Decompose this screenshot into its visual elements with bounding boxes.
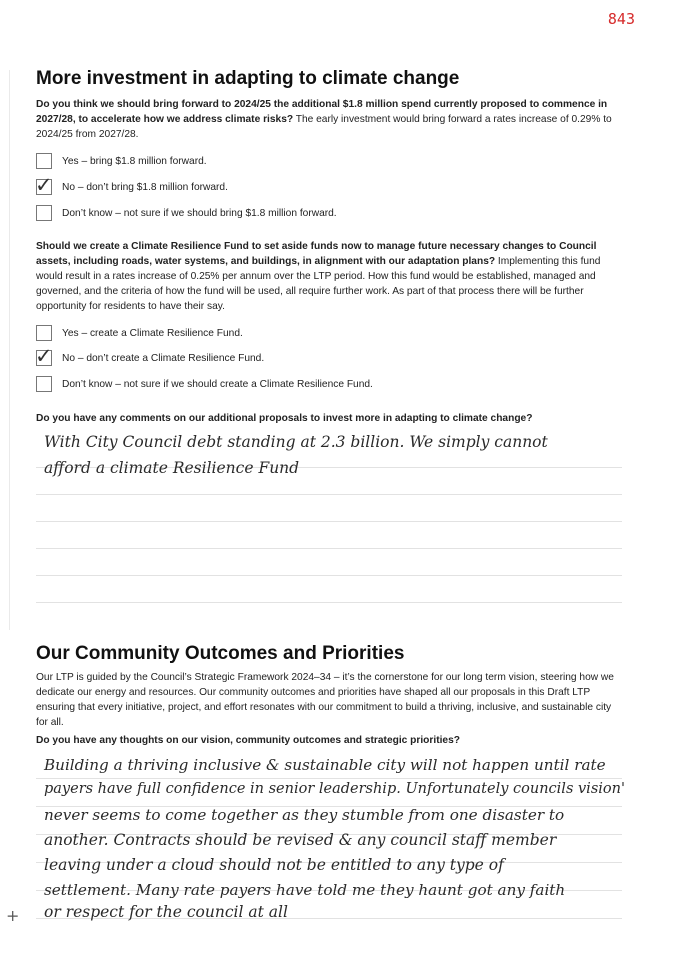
community-answer-line-5[interactable]: leaving under a cloud should not be entitled to any type of (44, 856, 504, 874)
community-intro: Our LTP is guided by the Council’s Strategic Framework 2024–34 – it’s the cornerstone for our long term vision, steering how we dedicate our energy and resources. Our community outcomes and priorities have shaped all our proposals in this Draft LTP ensuring that every initiative, project, and effort resonates with our commitment to build a thriving, inclusive, and sustainable city for all. (36, 672, 614, 728)
community-section-title: Our Community Outcomes and Priorities (36, 643, 405, 664)
q1-no-checkbox[interactable] (35, 173, 53, 197)
answer-line (36, 602, 622, 603)
q2-no-checkbox[interactable] (35, 344, 53, 368)
margin-line (9, 70, 10, 630)
community-answer-line-6[interactable]: settlement. Many rate payers have told me they haunt got any faith (44, 881, 566, 899)
check-mark-icon: ✓ (35, 344, 53, 368)
q2-dont-know-checkbox[interactable] (36, 376, 52, 392)
q2-no-label: No – don’t create a Climate Resilience Fund. (62, 352, 265, 364)
answer-line (36, 494, 622, 495)
q2-option-yes[interactable] (36, 324, 243, 342)
answer-line (36, 521, 622, 522)
answer-line (36, 548, 622, 549)
q1-yes-label: Yes – bring $1.8 million forward. (62, 155, 207, 167)
q1-option-dont-know[interactable] (36, 204, 337, 222)
q2-option-no[interactable] (35, 344, 265, 368)
climate-answer-line-2[interactable]: afford a climate Resilience Fund (44, 459, 300, 477)
community-answer-line-1[interactable]: Building a thriving inclusive & sustainable city will not happen until rate (44, 756, 606, 774)
answer-line (36, 575, 622, 576)
community-question: Do you have any thoughts on our vision, community outcomes and strategic priorities? (36, 735, 460, 746)
q2-dont-know-label: Don’t know – not sure if we should create a Climate Resilience Fund. (62, 378, 373, 390)
q2-yes-label: Yes – create a Climate Resilience Fund. (62, 327, 243, 339)
question-2-bold: Should we create a Climate Resilience Fund to set aside funds now to manage future necessary changes to Council assets, including roads, water systems, and buildings, in alignment with our adaptation plans? (36, 241, 597, 267)
q1-option-no[interactable] (35, 173, 228, 197)
climate-question-2 (36, 239, 622, 314)
community-answer-line-3[interactable]: never seems to come together as they stumble from one disaster to (44, 806, 565, 824)
q1-dont-know-label: Don’t know – not sure if we should bring $1.8 million forward. (62, 207, 337, 219)
q2-yes-checkbox[interactable] (36, 325, 52, 341)
page-number: 843 (607, 10, 635, 28)
community-answer-line-7[interactable]: or respect for the council at all (44, 903, 288, 921)
question-2-text: Implementing this fund would result in a rates increase of 0.25% per annum over the LTP period. How this fund would be established, managed and governed, and the criteria of how the fund will be used, all require further work. As part of that process there will be further opportunity for residents to have their say. (36, 256, 601, 312)
answer-line (36, 778, 622, 779)
climate-question-3: Do you have any comments on our additional proposals to invest more in adapting to climate change? (36, 413, 533, 424)
climate-question-1 (36, 97, 622, 142)
q1-yes-checkbox[interactable] (36, 153, 52, 169)
margin-mark: + (6, 906, 20, 925)
q1-no-label: No – don’t bring $1.8 million forward. (62, 181, 228, 193)
q1-option-yes[interactable] (36, 152, 207, 170)
question-1-bold: Do you think we should bring forward to 2024/25 the additional $1.8 million spend currently proposed to commence in 2027/28, to accelerate how we address climate risks? (36, 99, 608, 125)
q1-dont-know-checkbox[interactable] (36, 205, 52, 221)
community-answer-line-4[interactable]: another. Contracts should be revised & any council staff member (44, 831, 557, 849)
question-1-text: The early investment would bring forward a rates increase of 0.29% to 2024/25 from 2027/28. (36, 114, 612, 140)
community-answer-line-2[interactable]: payers have full confidence in senior leadership. Unfortunately councils vision' (44, 781, 625, 797)
check-mark-icon: ✓ (35, 173, 53, 197)
climate-answer-line-1[interactable]: With City Council debt standing at 2.3 billion. We simply cannot (44, 433, 548, 451)
climate-section-title: More investment in adapting to climate change (36, 68, 460, 89)
q2-option-dont-know[interactable] (36, 375, 373, 393)
